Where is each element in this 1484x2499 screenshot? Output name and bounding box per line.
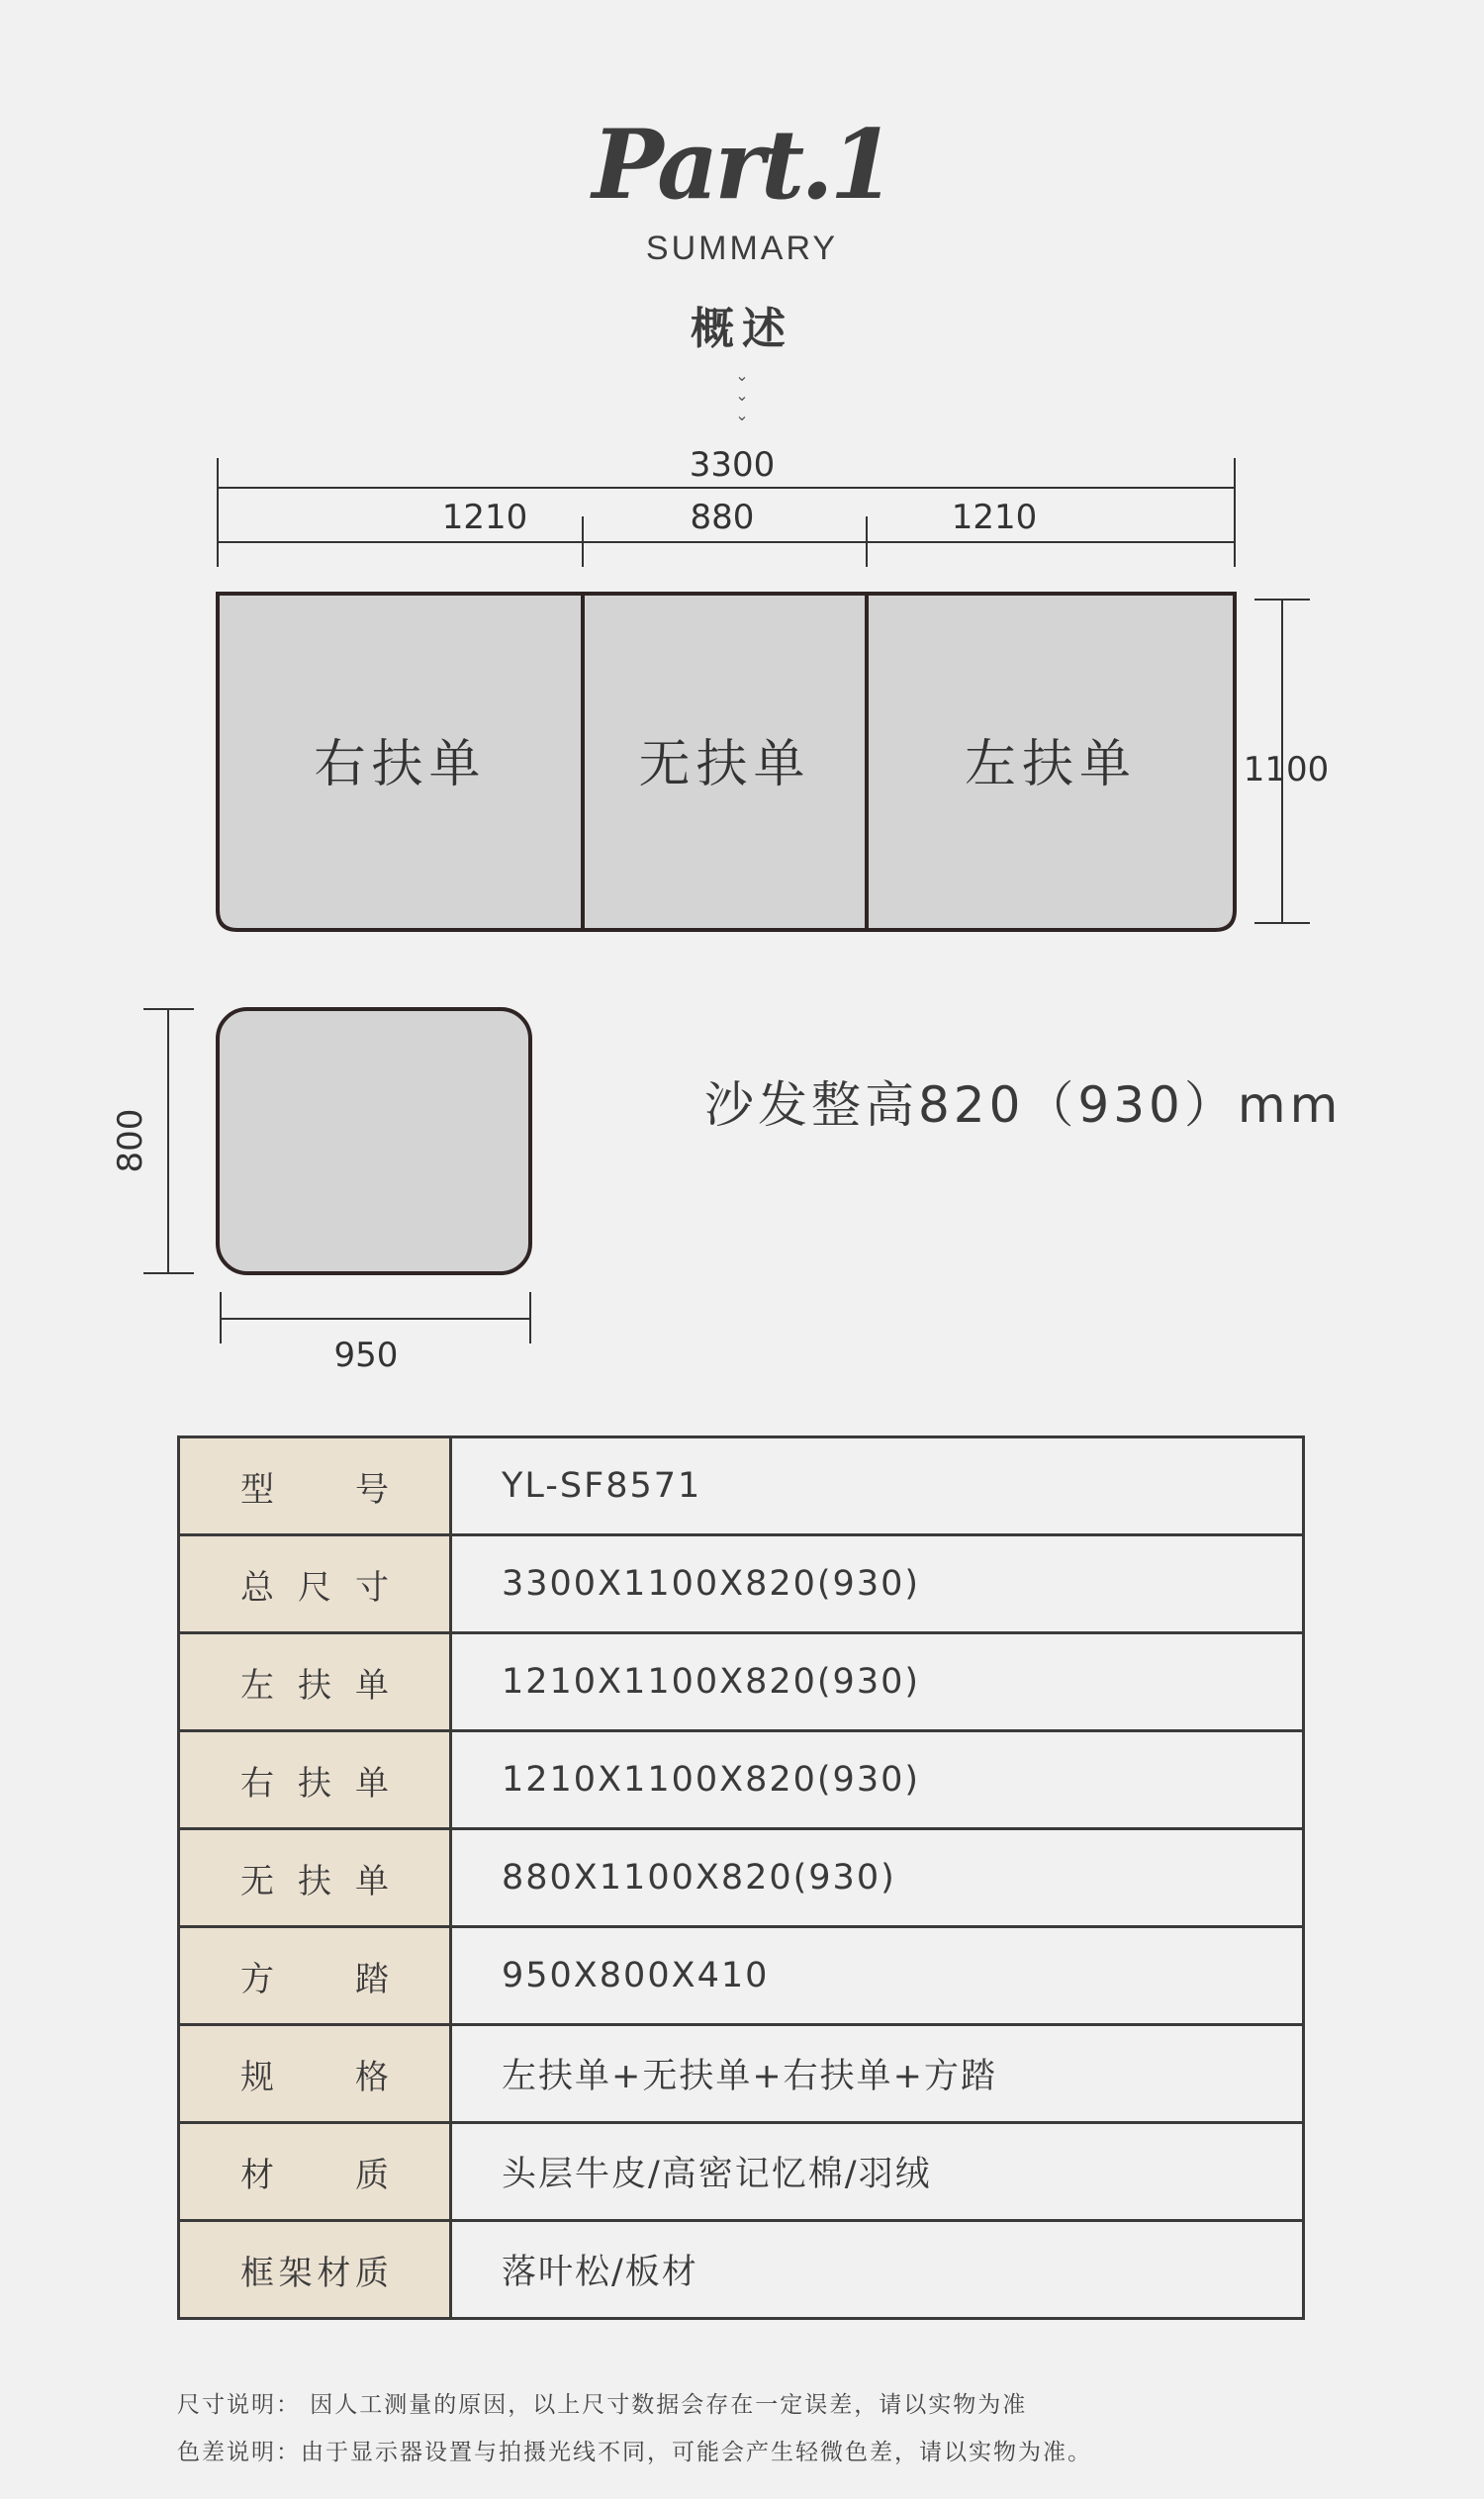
row-value: 头层牛皮/高密记忆棉/羽绒 bbox=[451, 2123, 1304, 2221]
overview-heading: 概述 bbox=[691, 304, 793, 354]
ottoman-outline bbox=[218, 1009, 530, 1273]
height-note: 沙发整高820（930）mm bbox=[704, 1076, 1343, 1134]
chevron-down-icon: ⌄ ⌄ ⌄ bbox=[735, 366, 749, 424]
dim-middle-section: 880 bbox=[690, 498, 755, 537]
spec-table bbox=[177, 1435, 1305, 2320]
summary-heading: SUMMARY bbox=[645, 230, 839, 267]
row-value: 950X800X410 bbox=[451, 1927, 1304, 2025]
seat-right-arm: 右扶单 bbox=[314, 735, 487, 794]
row-label: 方 踏 bbox=[179, 1927, 451, 2025]
dim-ottoman-depth: 800 bbox=[111, 1108, 150, 1173]
color-note: 色差说明：由于显示器设置与拍摄光线不同，可能会产生轻微色差，请以实物为准。 bbox=[177, 2440, 1092, 2465]
table-row bbox=[179, 1829, 1304, 1927]
table-row bbox=[179, 2025, 1304, 2123]
row-value: 880X1100X820(930) bbox=[451, 1829, 1304, 1927]
size-note: 尺寸说明： 因人工测量的原因，以上尺寸数据会存在一定误差，请以实物为准 bbox=[177, 2392, 1028, 2418]
row-label: 右扶单 bbox=[179, 1731, 451, 1829]
row-label: 框架材质 bbox=[179, 2221, 451, 2319]
row-label: 左扶单 bbox=[179, 1633, 451, 1731]
table-row bbox=[179, 1731, 1304, 1829]
row-label: 型 号 bbox=[179, 1437, 451, 1535]
table-row bbox=[179, 1633, 1304, 1731]
dim-total-width: 3300 bbox=[689, 445, 776, 485]
dim-ottoman-width: 950 bbox=[333, 1336, 399, 1375]
seat-left-arm: 左扶单 bbox=[964, 735, 1137, 794]
row-value: 1210X1100X820(930) bbox=[451, 1731, 1304, 1829]
row-label: 无扶单 bbox=[179, 1829, 451, 1927]
row-value: 左扶单+无扶单+右扶单+方踏 bbox=[451, 2025, 1304, 2123]
row-label: 材 质 bbox=[179, 2123, 451, 2221]
part-title: Part.1 bbox=[592, 109, 892, 221]
seat-no-arm: 无扶单 bbox=[638, 735, 811, 794]
row-value: 1210X1100X820(930) bbox=[451, 1633, 1304, 1731]
table-row bbox=[179, 1437, 1304, 1535]
dim-left-section: 1210 bbox=[441, 498, 528, 537]
row-value: YL-SF8571 bbox=[451, 1437, 1304, 1535]
row-label: 总尺寸 bbox=[179, 1535, 451, 1633]
dim-right-section: 1210 bbox=[951, 498, 1038, 537]
dim-depth: 1100 bbox=[1243, 750, 1330, 789]
row-value: 落叶松/板材 bbox=[502, 2253, 698, 2292]
table-row bbox=[179, 2123, 1304, 2221]
table-row bbox=[179, 1927, 1304, 2025]
row-value: 3300X1100X820(930) bbox=[451, 1535, 1304, 1633]
row-label: 规 格 bbox=[179, 2025, 451, 2123]
table-row bbox=[179, 2221, 1304, 2319]
table-row bbox=[179, 1535, 1304, 1633]
